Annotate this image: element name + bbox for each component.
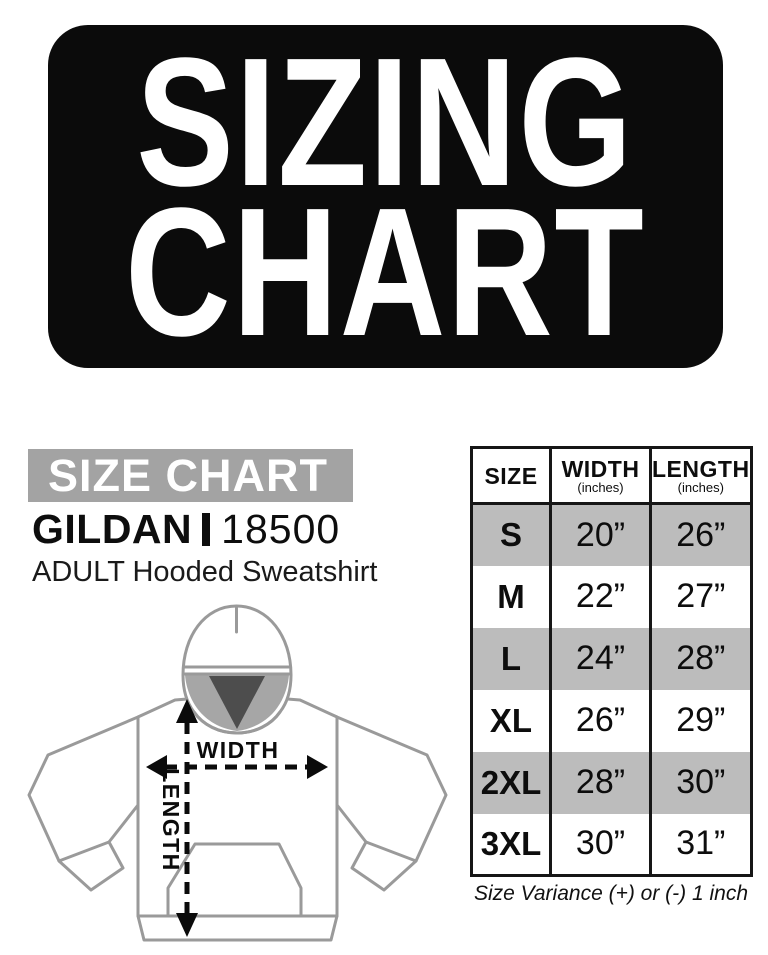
cell-size: 2XL bbox=[480, 763, 542, 801]
table-row bbox=[472, 628, 752, 690]
cell-size: M bbox=[497, 577, 525, 615]
cell-size: L bbox=[500, 639, 522, 677]
table-row bbox=[472, 690, 752, 752]
size-chart-banner-label: SIZE CHART bbox=[48, 449, 328, 501]
cell-length: 28” bbox=[651, 628, 752, 690]
cell-length: 27” bbox=[651, 566, 752, 628]
brand-separator-bar bbox=[202, 513, 210, 546]
column-header-length bbox=[651, 448, 752, 504]
hoodie-hem-band bbox=[138, 916, 337, 940]
cell-width: 30” bbox=[551, 814, 651, 876]
style-number: 18500 bbox=[221, 505, 341, 552]
product-description: ADULT Hooded Sweatshirt bbox=[32, 556, 378, 588]
badge-line-sizing: SIZING bbox=[136, 18, 635, 224]
column-header-length-label: LENGTH bbox=[652, 455, 750, 482]
column-header-width-label: WIDTH bbox=[561, 455, 640, 482]
size-variance-footnote: Size Variance (+) or (-) 1 inch bbox=[473, 882, 749, 905]
cell-width: 24” bbox=[551, 628, 651, 690]
cell-length: 29” bbox=[651, 690, 752, 752]
brand-name: GILDAN bbox=[32, 505, 193, 552]
cell-width: 26” bbox=[551, 690, 651, 752]
column-header-width bbox=[551, 448, 651, 504]
length-label: LENGTH bbox=[158, 768, 184, 872]
brand-line bbox=[32, 507, 340, 551]
size-table-body bbox=[472, 504, 752, 876]
width-label: WIDTH bbox=[196, 737, 280, 763]
cell-width: 28” bbox=[551, 752, 651, 814]
cell-size: XL bbox=[489, 701, 533, 739]
table-row bbox=[472, 752, 752, 814]
table-row bbox=[472, 504, 752, 566]
table-row bbox=[472, 814, 752, 876]
table-row bbox=[472, 566, 752, 628]
cell-width: 20” bbox=[551, 504, 651, 566]
cell-length: 30” bbox=[651, 752, 752, 814]
size-chart-banner bbox=[28, 449, 353, 502]
column-header-size-label: SIZE bbox=[484, 462, 538, 489]
sizing-chart-badge bbox=[48, 18, 723, 374]
cell-length: 31” bbox=[651, 814, 752, 876]
cell-size: S bbox=[499, 516, 522, 554]
size-table bbox=[470, 446, 753, 877]
cell-length: 26” bbox=[651, 504, 752, 566]
size-table-header bbox=[472, 448, 752, 504]
column-header-size bbox=[472, 448, 551, 504]
column-header-width-unit: (inches) bbox=[577, 479, 624, 495]
badge-line-chart: CHART bbox=[125, 168, 646, 374]
column-header-length-unit: (inches) bbox=[677, 479, 724, 495]
cell-size: 3XL bbox=[480, 824, 542, 862]
cell-width: 22” bbox=[551, 566, 651, 628]
hoodie-measurement-diagram bbox=[25, 598, 455, 955]
